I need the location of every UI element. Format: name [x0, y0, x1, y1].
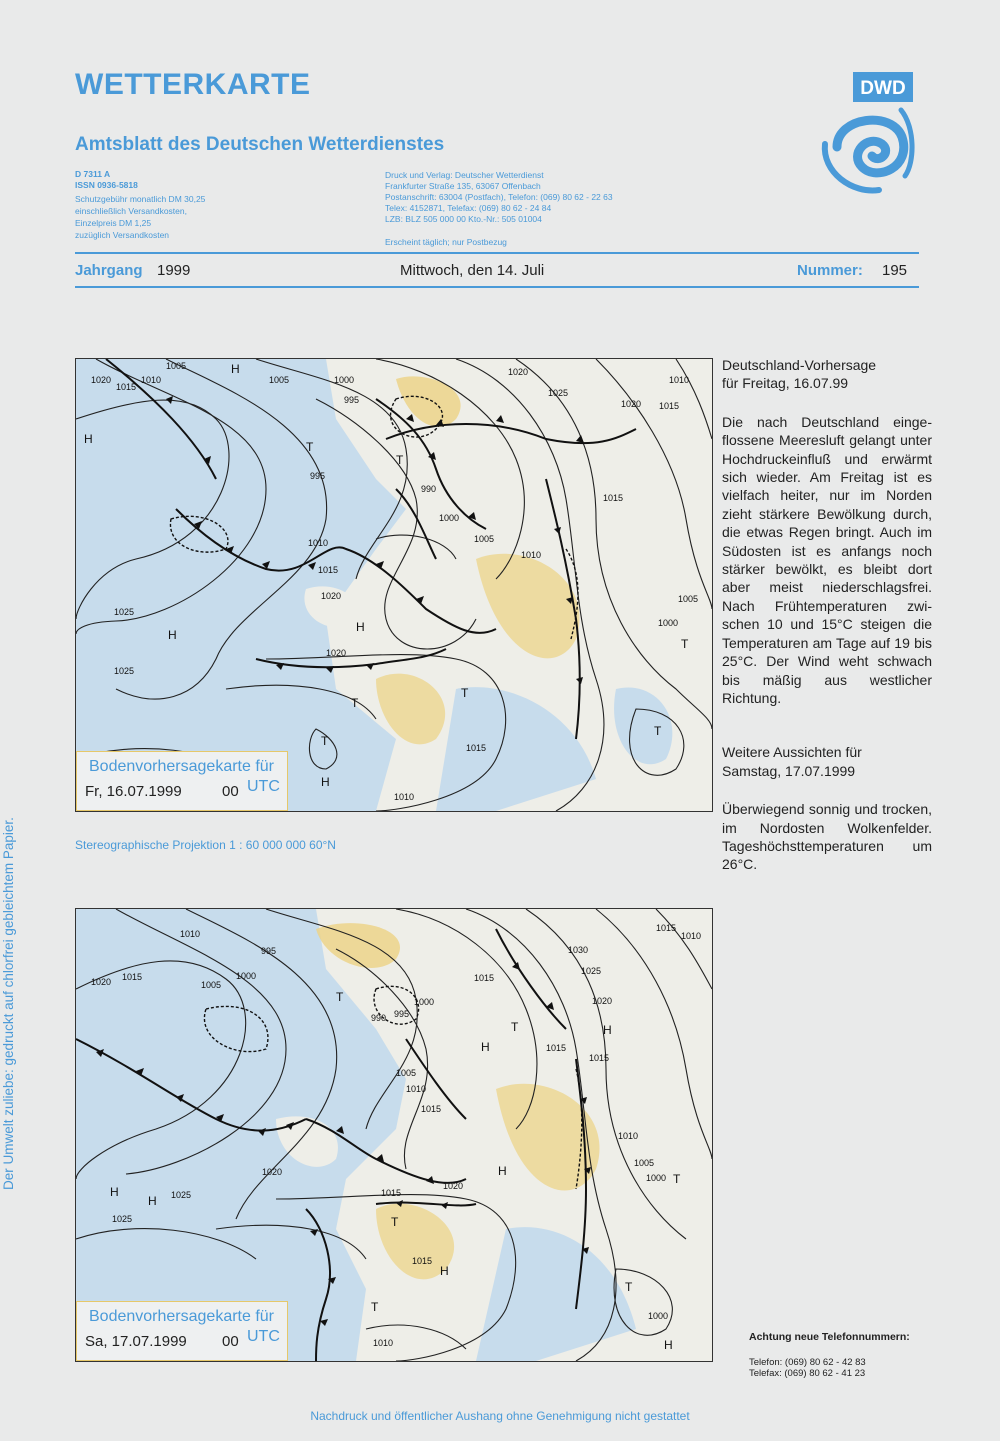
isobar-label: 1010	[373, 1338, 394, 1348]
publisher-line: Druck und Verlag: Deutscher Wetterdienst	[385, 170, 544, 180]
isobar-label: 1015	[659, 401, 680, 411]
pressure-center-label: H	[84, 432, 93, 446]
forecast-map-saturday	[75, 908, 713, 1362]
isobar-label: 1010	[180, 929, 201, 939]
isobar-label: 1025	[171, 1190, 192, 1200]
isobar-label: 1010	[394, 792, 415, 802]
map-caption	[76, 751, 288, 811]
isobar-label: 1010	[308, 538, 329, 548]
isobar-label: 1015	[412, 1256, 433, 1266]
pressure-center-label: H	[168, 628, 177, 642]
projection-note: Stereographische Projektion 1 : 60 000 000 60°N	[75, 838, 336, 852]
isobar-label: 1000	[646, 1173, 667, 1183]
isobar-label: 1010	[669, 375, 690, 385]
isobar-label: 1000	[236, 971, 257, 981]
pressure-center-label: T	[321, 734, 329, 748]
notice-title: Achtung neue Telefonnummern:	[749, 1331, 910, 1343]
isobar-label: 1005	[678, 594, 699, 604]
isobar-label: 1010	[521, 550, 542, 560]
isobar-label: 1020	[443, 1181, 464, 1191]
caption-utc: UTC	[247, 778, 280, 795]
fee-line: Schutzgebühr monatlich DM 30,25	[75, 194, 206, 204]
isobar-label: 1005	[269, 375, 290, 385]
isobar-label: 1010	[681, 931, 702, 941]
fee-line: zuzüglich Versandkosten	[75, 230, 170, 240]
caption-date: Fr, 16.07.1999	[85, 783, 182, 800]
isobar-label: 1005	[201, 980, 222, 990]
volume-label: Jahrgang	[75, 262, 143, 279]
isobar-label: 995	[310, 471, 326, 481]
pressure-center-label: T	[336, 990, 344, 1004]
number-label: Nummer:	[797, 262, 863, 279]
forecast-body: Die nach Deutschland eingeflossene Meeresluft gelangt unter Hochdruckeinfluß und erwärmt sich wieder. Am Freitag ist es vielfach heiter, nur im Norden zieht stärkere Bewölkung durch, die etwas Regen bringt. Auch im Südosten ist es anfangs noch stärker bewölkt, es bleibt dort aber meist niederschlagsfrei. Nach Frühtemperaturen zwischen 10 und 15°C steigen die Temperaturen am Tage auf 19 bis 25°C. Der Wind weht schwach bis mäßig aus westlicher Richtung.	[722, 413, 932, 706]
pressure-center-label: H	[664, 1338, 673, 1352]
isobar-label: 1005	[166, 361, 187, 371]
pressure-center-label: T	[371, 1300, 379, 1314]
forecast-heading: Deutschland-Vorhersage	[722, 357, 877, 373]
isobar-label: 1030	[568, 945, 589, 955]
caption-title: Bodenvorhersagekarte für	[89, 758, 274, 775]
pressure-center-label: H	[481, 1040, 490, 1054]
schedule-note: Erscheint täglich; nur Postbezug	[385, 237, 507, 247]
isobar-label: 995	[394, 1009, 410, 1019]
isobar-label: 995	[261, 946, 277, 956]
forecast-map-friday	[75, 358, 713, 812]
publisher-line: LZB: BLZ 505 000 00 Kto.-Nr.: 505 01004	[385, 214, 542, 224]
pressure-center-label: H	[231, 362, 240, 376]
code-line: D 7311 A	[75, 169, 111, 179]
outlook-body: Überwiegend sonnig und trocken, im Nordosten Wolkenfelder. Tageshöchsttemperaturen um 26°C.	[722, 801, 932, 873]
isobar-label: 1020	[262, 1167, 283, 1177]
isobar-label: 1015	[381, 1188, 402, 1198]
isobar-label: 1015	[656, 923, 677, 933]
footer-note: Nachdruck und öffentlicher Aushang ohne Genehmigung nicht gestattet	[310, 1409, 690, 1423]
isobar-label: 1000	[439, 513, 460, 523]
pressure-center-label: H	[321, 775, 330, 789]
isobar-label: 1025	[114, 666, 135, 676]
pressure-center-label: T	[351, 696, 359, 710]
forecast-heading-date: für Freitag, 16.07.99	[722, 375, 849, 392]
isobar-label: 1015	[116, 382, 137, 392]
isobar-label: 1025	[114, 607, 135, 617]
fee-line: einschließlich Versandkosten,	[75, 206, 187, 216]
isobar-label: 1020	[326, 648, 347, 658]
pressure-center-label: T	[461, 686, 469, 700]
dwd-logo	[817, 72, 917, 200]
pressure-center-label: T	[625, 1280, 633, 1294]
publisher-line: Telex: 4152871, Telefax: (069) 80 62 - 24 84	[385, 203, 552, 213]
pressure-center-label: T	[391, 1215, 399, 1229]
caption-date: Sa, 17.07.1999	[85, 1333, 187, 1350]
isobar-label: 1010	[618, 1131, 639, 1141]
issue-date: Mittwoch, den 14. Juli	[400, 262, 545, 279]
isobar-label: 1010	[406, 1084, 427, 1094]
pressure-center-label: H	[110, 1185, 119, 1199]
page-title: WETTERKARTE	[75, 68, 311, 101]
header-rule-top	[75, 252, 919, 254]
page-subtitle: Amtsblatt des Deutschen Wetterdienstes	[75, 134, 445, 155]
isobar-label: 1020	[592, 996, 613, 1006]
fees-block	[75, 193, 205, 241]
isobar-label: 1000	[334, 375, 355, 385]
notice-phone: Telefon: (069) 80 62 - 42 83	[749, 1357, 866, 1368]
isobar-label: 995	[344, 395, 360, 405]
isobar-label: 1015	[474, 973, 495, 983]
isobar-label: 1000	[414, 997, 435, 1007]
isobar-label: 1020	[91, 375, 112, 385]
isobar-label: 1005	[634, 1158, 655, 1168]
pressure-center-label: H	[356, 620, 365, 634]
publisher-line: Frankfurter Straße 135, 63067 Offenbach	[385, 181, 541, 191]
code-line: ISSN 0936-5818	[75, 180, 138, 190]
isobar-label: 1015	[546, 1043, 567, 1053]
pressure-center-label: T	[681, 637, 689, 651]
pressure-center-label: T	[511, 1020, 519, 1034]
isobar-label: 1015	[466, 743, 487, 753]
outlook-heading: Weitere Aussichten für	[722, 744, 862, 761]
header-rule-bottom	[75, 286, 919, 288]
pressure-center-label: H	[603, 1023, 612, 1037]
isobar-label: 1005	[474, 534, 495, 544]
caption-time: 00	[222, 783, 239, 800]
pressure-center-label: H	[498, 1164, 507, 1178]
notice-block	[749, 1357, 866, 1379]
isobar-label: 1020	[91, 977, 112, 987]
publisher-block	[385, 170, 613, 225]
isobar-label: 1015	[318, 565, 339, 575]
pressure-center-label: T	[673, 1172, 681, 1186]
isobar-label: 1020	[621, 399, 642, 409]
isobar-label: 1005	[396, 1068, 417, 1078]
isobar-label: 990	[371, 1013, 387, 1023]
notice-fax: Telefax: (069) 80 62 - 41 23	[749, 1368, 866, 1379]
isobar-label: 1000	[658, 618, 679, 628]
pressure-center-label: T	[306, 440, 314, 454]
volume-value: 1999	[157, 262, 191, 279]
isobar-label: 1025	[112, 1214, 133, 1224]
caption-time: 00	[222, 1333, 239, 1350]
pressure-center-label: H	[148, 1194, 157, 1208]
fee-line: Einzelpreis DM 1,25	[75, 218, 152, 228]
isobar-label: 1025	[548, 388, 569, 398]
isobar-label: 1000	[648, 1311, 669, 1321]
isobar-label: 1025	[581, 966, 602, 976]
codes-block	[75, 169, 138, 191]
isobar-label: 1010	[141, 375, 162, 385]
forecast-column	[722, 356, 932, 874]
pressure-center-label: T	[396, 453, 404, 467]
number-value: 195	[882, 262, 908, 279]
isobar-label: 1015	[589, 1053, 610, 1063]
pressure-center-label: T	[654, 724, 662, 738]
logo-text: DWD	[860, 78, 906, 99]
isobar-label: 1020	[508, 367, 529, 377]
map-caption	[76, 1301, 288, 1361]
isobar-label: 1015	[421, 1104, 442, 1114]
paper-note: Der Umwelt zuliebe: gedruckt auf chlorfrei gebleichtem Papier.	[1, 817, 16, 1190]
outlook-date: Samstag, 17.07.1999	[722, 762, 856, 779]
isobar-label: 1015	[603, 493, 624, 503]
pressure-center-label: H	[440, 1264, 449, 1278]
isobar-label: 1020	[321, 591, 342, 601]
caption-title: Bodenvorhersagekarte für	[89, 1308, 274, 1325]
publisher-line: Postanschrift: 63004 (Postfach), Telefon: (069) 80 62 - 22 63	[385, 192, 613, 202]
caption-utc: UTC	[247, 1328, 280, 1345]
isobar-label: 1015	[122, 972, 143, 982]
isobar-label: 990	[421, 484, 437, 494]
